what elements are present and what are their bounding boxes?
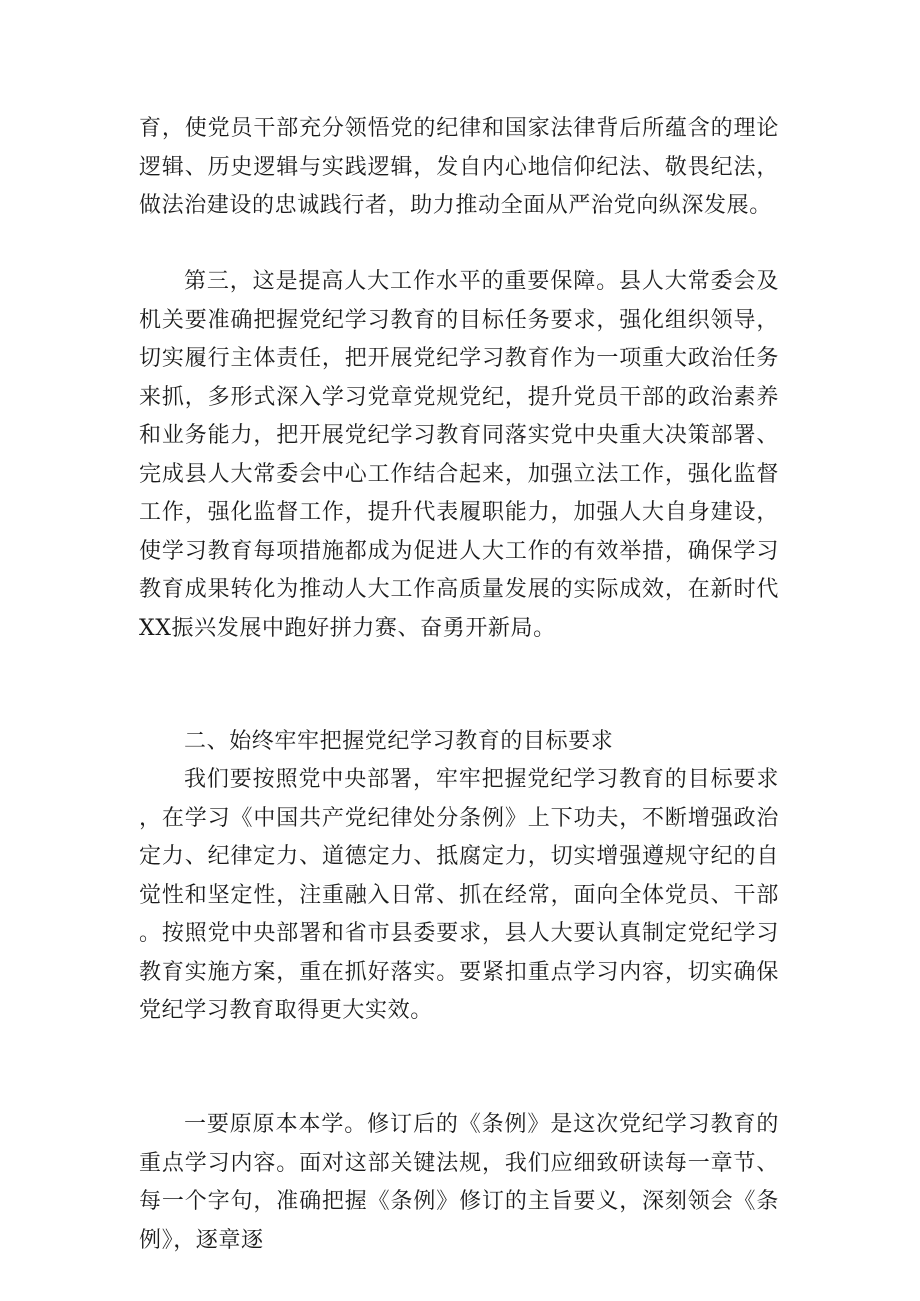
paragraph-study-original: 一要原原本本学。修订后的《条例》是这次党纪学习教育的重点学习内容。面对这部关键法规，我们应细致研读每一章节、每一个字句，准确把握《条例》修订的主旨要义，深刻领会《条例》，逐章逐 [139, 1112, 779, 1253]
section-heading: 二、始终牢牢把握党纪学习教育的目标要求 [184, 729, 614, 754]
paragraph-third-point: 第三，这是提高人大工作水平的重要保障。县人大常委会及机关要准确把握党纪学习教育的目标任务要求，强化组织领导，切实履行主体责任，把开展党纪学习教育作为一项重大政治任务来抓，多形式深入学习党章党规党纪，提升党员干部的政治素养和业务能力，把开展党纪学习教育同落实党中央重大决策部署、完成县人大常委会中心工作结合起来，加强立法工作，强化监督工作，强化监督工作，提升代表履职能力，加强人大自身建设，使学习教育每项措施都成为促进人大工作的有效举措，确保学习教育成果转化为推动人大工作高质量发展的实际成效，在新时代XX振兴发展中跑好拼力赛、奋勇开新局。 [139, 269, 779, 641]
paragraph-continuation: 育，使党员干部充分领悟党的纪律和国家法律背后所蕴含的理论逻辑、历史逻辑与实践逻辑，发自内心地信仰纪法、敬畏纪法，做法治建设的忠诚践行者，助力推动全面从严治党向纵深发展。 [139, 116, 779, 218]
paragraph-target-requirements: 我们要按照党中央部署，牢牢把握党纪学习教育的目标要求，在学习《中国共产党纪律处分条例》上下功夫，不断增强政治定力、纪律定力、道德定力、抵腐定力，切实增强遵规守纪的自觉性和坚定性，注重融入日常、抓在经常，面向全体党员、干部。按照党中央部署和省市县委要求，县人大要认真制定党纪学习教育实施方案，重在抓好落实。要紧扣重点学习内容，切实确保党纪学习教育取得更大实效。 [139, 767, 779, 1023]
